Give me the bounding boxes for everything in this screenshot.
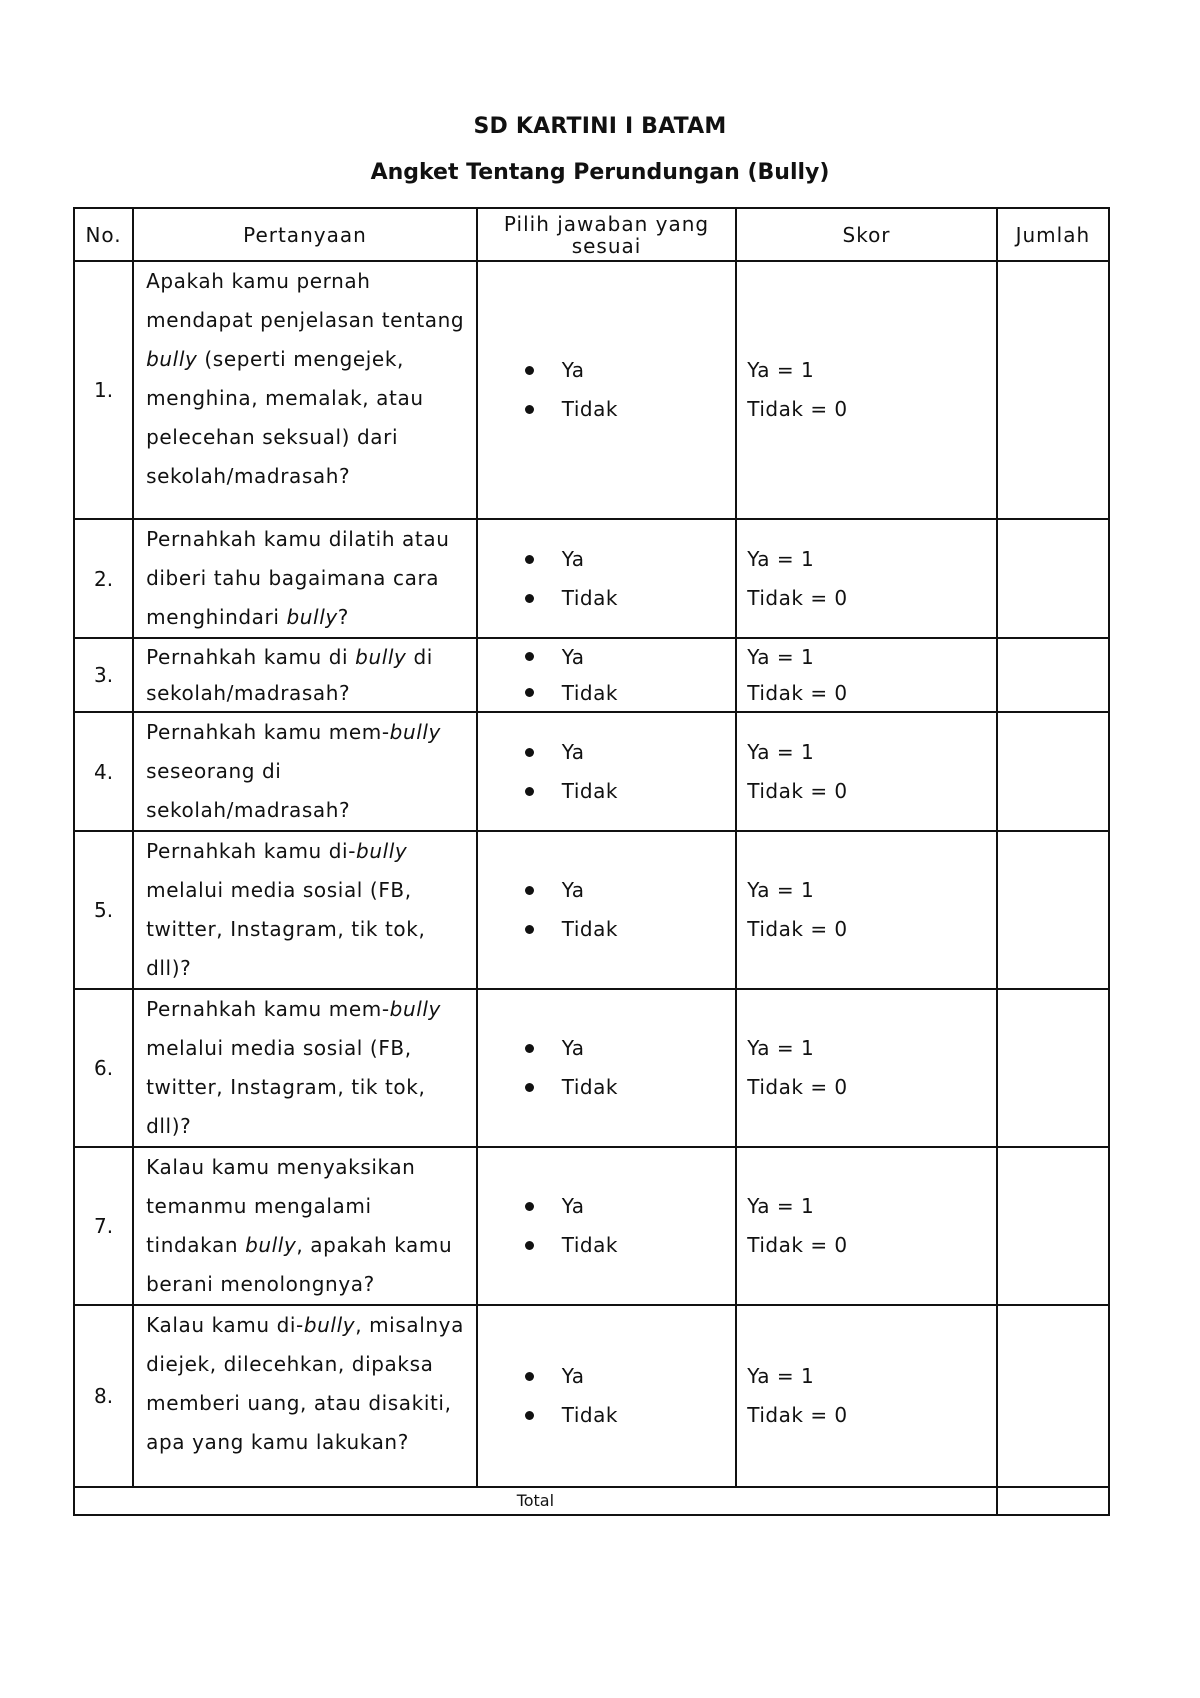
question-text	[133, 989, 477, 1147]
question-part: Pernahkah kamu di-	[146, 839, 357, 863]
bullet-icon	[525, 652, 534, 661]
table-header-row	[74, 208, 1109, 261]
school-name: SD KARTINI I BATAM	[473, 114, 727, 139]
option-label: Tidak	[561, 917, 618, 941]
bullet-icon	[525, 366, 534, 375]
row-total-cell[interactable]	[997, 638, 1109, 712]
score-line: Tidak = 0	[747, 1403, 848, 1427]
option-label: Ya	[561, 1036, 585, 1060]
score-line: Ya = 1	[747, 645, 815, 669]
answer-option[interactable]	[525, 772, 736, 811]
survey-table	[73, 207, 1110, 1516]
answer-options	[477, 1147, 737, 1305]
score-line: Ya = 1	[747, 358, 815, 382]
question-term: bully	[355, 645, 407, 669]
bullet-icon	[525, 1202, 534, 1211]
bullet-icon	[525, 787, 534, 796]
score-line: Ya = 1	[747, 1364, 815, 1388]
row-number: 6.	[74, 989, 133, 1147]
row-total-cell[interactable]	[997, 989, 1109, 1147]
option-label: Ya	[561, 1194, 585, 1218]
row-number: 1.	[74, 261, 133, 519]
answer-option[interactable]	[525, 579, 736, 618]
score-legend	[736, 831, 997, 989]
total-label: Total	[74, 1487, 997, 1515]
option-label: Tidak	[561, 1403, 618, 1427]
question-term: bully	[303, 1313, 356, 1337]
table-body	[74, 261, 1109, 1487]
question-term: bully	[389, 997, 441, 1021]
score-line: Ya = 1	[747, 546, 815, 571]
answer-option[interactable]	[525, 675, 736, 711]
score-legend	[736, 519, 997, 638]
option-label: Ya	[561, 1364, 585, 1388]
question-text	[133, 519, 477, 638]
bullet-icon	[525, 1411, 534, 1420]
row-total-cell[interactable]	[997, 1305, 1109, 1487]
question-text	[133, 831, 477, 989]
answer-options	[477, 638, 737, 712]
table-row	[74, 261, 1109, 519]
question-term: bully	[286, 605, 338, 629]
answer-option[interactable]	[525, 1226, 736, 1265]
question-part: Pernahkah kamu di	[146, 645, 356, 669]
bullet-icon	[525, 688, 534, 697]
question-term: bully	[146, 347, 198, 371]
answer-option[interactable]	[525, 1187, 736, 1226]
question-part: di sekolah/madrasah?	[146, 645, 433, 705]
total-value-cell[interactable]	[997, 1487, 1109, 1515]
option-label: Ya	[561, 645, 585, 669]
question-part: Pernahkah kamu dilatih atau diberi tahu bagaimana cara menghindari	[146, 527, 450, 629]
row-total-cell[interactable]	[997, 712, 1109, 831]
header-question: Pertanyaan	[133, 208, 477, 261]
option-label: Tidak	[561, 681, 618, 705]
score-line: Tidak = 0	[747, 397, 848, 421]
question-part: melalui media sosial (FB, twitter, Instagram, tik tok, dll)?	[146, 878, 426, 980]
table-row	[74, 712, 1109, 831]
row-number: 7.	[74, 1147, 133, 1305]
score-legend	[736, 1305, 997, 1487]
score-line: Tidak = 0	[747, 778, 848, 803]
score-line: Ya = 1	[747, 1036, 815, 1060]
score-legend	[736, 1147, 997, 1305]
row-total-cell[interactable]	[997, 1147, 1109, 1305]
question-part: ?	[337, 605, 350, 629]
score-legend	[736, 638, 997, 712]
row-number: 5.	[74, 831, 133, 989]
document-title: Angket Tentang Perundungan (Bully)	[370, 160, 830, 185]
bullet-icon	[525, 748, 534, 757]
bullet-icon	[525, 1241, 534, 1250]
question-text	[133, 712, 477, 831]
answer-option[interactable]	[525, 390, 736, 429]
table-row	[74, 519, 1109, 638]
answer-option[interactable]	[525, 1068, 736, 1107]
bullet-icon	[525, 1083, 534, 1092]
row-number: 2.	[74, 519, 133, 638]
question-text	[133, 261, 477, 519]
answer-options	[477, 989, 737, 1147]
option-label: Tidak	[561, 585, 618, 610]
option-label: Ya	[561, 358, 585, 382]
header-score: Skor	[736, 208, 997, 261]
question-text	[133, 1305, 477, 1487]
option-label: Tidak	[561, 397, 618, 421]
answer-option[interactable]	[525, 1357, 736, 1396]
table-row	[74, 1305, 1109, 1487]
score-line: Tidak = 0	[747, 681, 848, 705]
question-part: seseorang di sekolah/madrasah?	[146, 759, 351, 822]
question-part: Pernahkah kamu mem-	[146, 997, 390, 1021]
row-number: 3.	[74, 638, 133, 712]
question-text	[133, 638, 477, 712]
option-label: Ya	[561, 546, 585, 571]
score-legend	[736, 712, 997, 831]
bullet-icon	[525, 1372, 534, 1381]
answer-options	[477, 261, 737, 519]
answer-option[interactable]	[525, 871, 736, 910]
row-number: 4.	[74, 712, 133, 831]
answer-options	[477, 519, 737, 638]
bullet-icon	[525, 405, 534, 414]
question-part: Apakah kamu pernah mendapat penjelasan tentang	[146, 269, 465, 332]
bullet-icon	[525, 925, 534, 934]
table-row	[74, 831, 1109, 989]
answer-option[interactable]	[525, 1029, 736, 1068]
score-line: Ya = 1	[747, 739, 815, 764]
option-label: Tidak	[561, 778, 618, 803]
score-line: Ya = 1	[747, 1194, 815, 1218]
option-label: Ya	[561, 878, 585, 902]
question-term: bully	[389, 720, 441, 744]
row-number: 8.	[74, 1305, 133, 1487]
score-line: Tidak = 0	[747, 917, 848, 941]
question-part: , apakah kamu berani menolongnya?	[146, 1233, 453, 1296]
question-part: Pernahkah kamu mem-	[146, 720, 390, 744]
option-label: Tidak	[561, 1075, 618, 1099]
option-label: Tidak	[561, 1233, 618, 1257]
question-term: bully	[245, 1233, 297, 1257]
answer-option[interactable]	[525, 351, 736, 390]
header-total: Jumlah	[997, 208, 1109, 261]
score-line: Tidak = 0	[747, 585, 848, 610]
bullet-icon	[525, 594, 534, 603]
table-row	[74, 1147, 1109, 1305]
bullet-icon	[525, 886, 534, 895]
score-line: Tidak = 0	[747, 1233, 848, 1257]
answer-options	[477, 712, 737, 831]
question-term: bully	[356, 839, 408, 863]
score-legend	[736, 261, 997, 519]
question-part: Kalau kamu di-	[146, 1313, 304, 1337]
answer-options	[477, 831, 737, 989]
option-label: Ya	[561, 739, 585, 764]
answer-option[interactable]	[525, 639, 736, 675]
total-row	[74, 1487, 1109, 1515]
answer-option[interactable]	[525, 910, 736, 949]
bullet-icon	[525, 555, 534, 564]
row-total-cell[interactable]	[997, 261, 1109, 519]
answer-option[interactable]	[525, 540, 736, 579]
answer-option[interactable]	[525, 733, 736, 772]
question-part: (seperti mengejek, menghina, memalak, atau pelecehan seksual) dari sekolah/madrasah?	[146, 347, 424, 488]
header-no: No.	[74, 208, 133, 261]
answer-option[interactable]	[525, 1396, 736, 1435]
question-text	[133, 1147, 477, 1305]
row-total-cell[interactable]	[997, 519, 1109, 638]
score-line: Ya = 1	[747, 878, 815, 902]
question-part: , misalnya diejek, dilecehkan, dipaksa memberi uang, atau disakiti, apa yang kamu lakukan?	[146, 1313, 464, 1454]
score-line: Tidak = 0	[747, 1075, 848, 1099]
question-part: melalui media sosial (FB, twitter, Instagram, tik tok, dll)?	[146, 1036, 426, 1138]
answer-options	[477, 1305, 737, 1487]
table-row	[74, 638, 1109, 712]
bullet-icon	[525, 1044, 534, 1053]
row-total-cell[interactable]	[997, 831, 1109, 989]
score-legend	[736, 989, 997, 1147]
table-row	[74, 989, 1109, 1147]
question-part: Kalau kamu menyaksikan temanmu mengalami tindakan	[146, 1155, 416, 1257]
header-answer: Pilih jawaban yang sesuai	[477, 208, 737, 261]
